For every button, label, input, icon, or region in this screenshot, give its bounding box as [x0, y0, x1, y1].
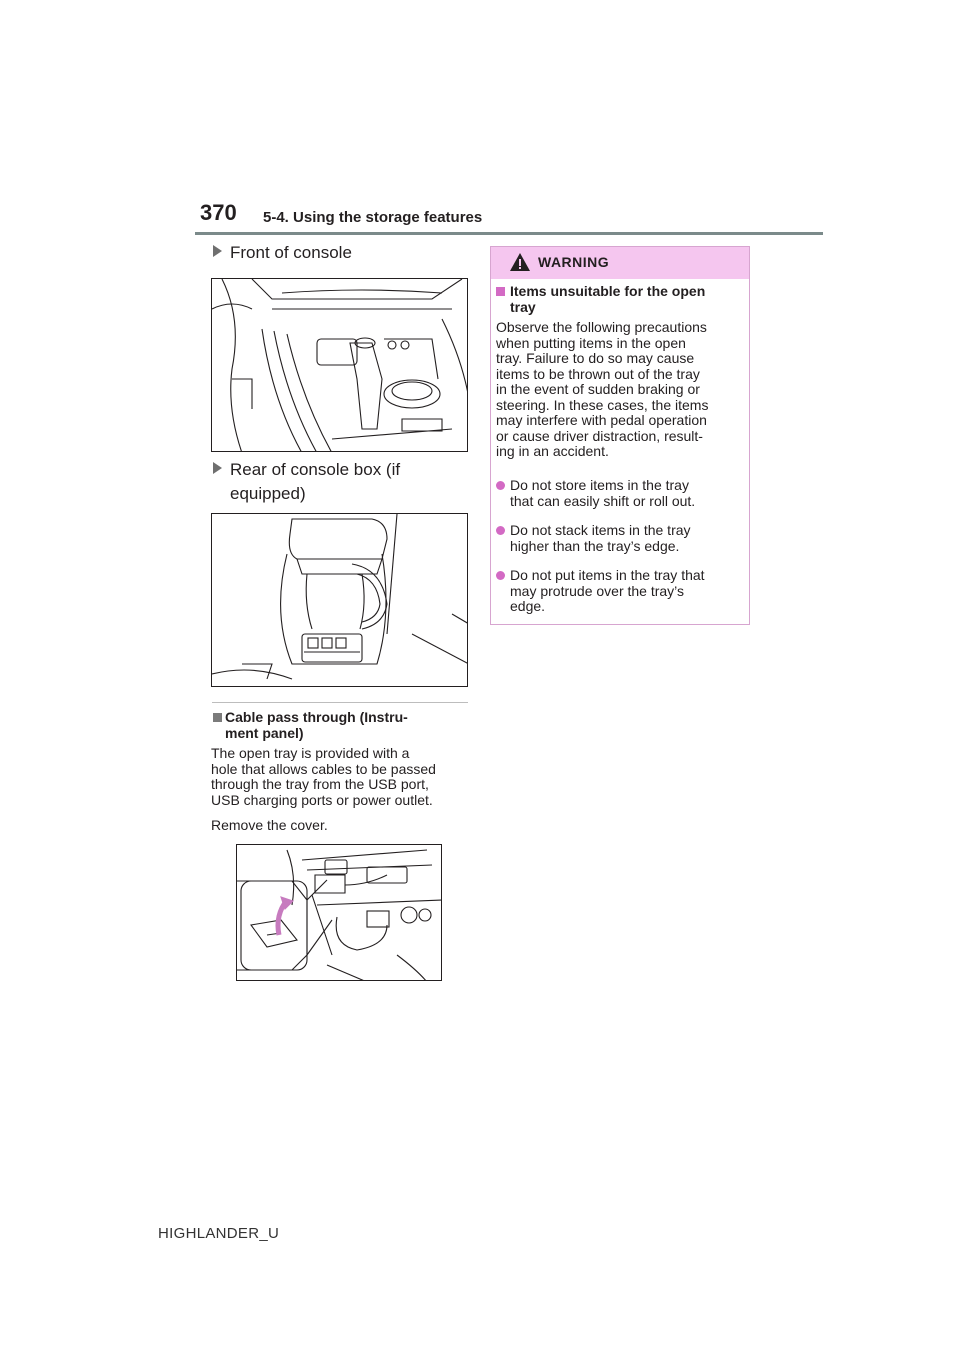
- square-bullet-icon: [213, 713, 222, 722]
- footer-model: HIGHLANDER_U: [158, 1225, 280, 1242]
- rear-console-label: Rear of console box (if: [213, 457, 400, 482]
- warning-heading-2: tray: [510, 299, 536, 315]
- cable-heading: Cable pass through (Instru-: [213, 709, 408, 725]
- dot-bullet-icon: [496, 571, 505, 580]
- triangle-bullet-icon: [213, 462, 222, 474]
- cable-body: The open tray is provided with a hole that allows cables to be passed through the tray from the USB port, USB charging ports or power outlet.: [211, 745, 436, 808]
- page-number: 370: [200, 200, 237, 225]
- section-title: 5-4. Using the storage features: [263, 209, 483, 226]
- dot-bullet-icon: [496, 481, 505, 490]
- square-bullet-icon: [496, 287, 505, 296]
- warning-heading: Items unsuitable for the open: [510, 283, 705, 299]
- cable-figure: [236, 844, 442, 981]
- warning-bullet-1: Do not store items in the tray that can easily shift or roll out.: [510, 478, 748, 509]
- warning-box: [490, 246, 750, 625]
- warning-icon: [509, 252, 531, 272]
- rear-console-label-2: equipped): [230, 484, 306, 503]
- section-divider: [212, 702, 468, 703]
- rear-console-figure: [211, 513, 468, 687]
- warning-bullet-2: Do not stack items in the tray higher than the tray’s edge.: [510, 523, 748, 554]
- header-rule: [195, 232, 823, 235]
- warning-body: Observe the following precautions when putting items in the open tray. Failure to do so may cause items to be thrown out of the tray in the event of sudden braking or steering. In these cases, the items may interfere with pedal operation or cause driver distraction, result- ing in an accident.: [496, 319, 709, 459]
- triangle-bullet-icon: [213, 245, 222, 257]
- cable-heading-2: ment panel): [225, 725, 304, 741]
- warning-header: [491, 247, 749, 279]
- remove-cover-text: Remove the cover.: [211, 817, 328, 833]
- warning-label: WARNING: [538, 254, 610, 270]
- front-console-figure: [211, 278, 468, 452]
- dot-bullet-icon: [496, 526, 505, 535]
- warning-bullet-3: Do not put items in the tray that may protrude over the tray’s edge.: [510, 568, 748, 615]
- front-console-label: Front of console: [213, 240, 352, 265]
